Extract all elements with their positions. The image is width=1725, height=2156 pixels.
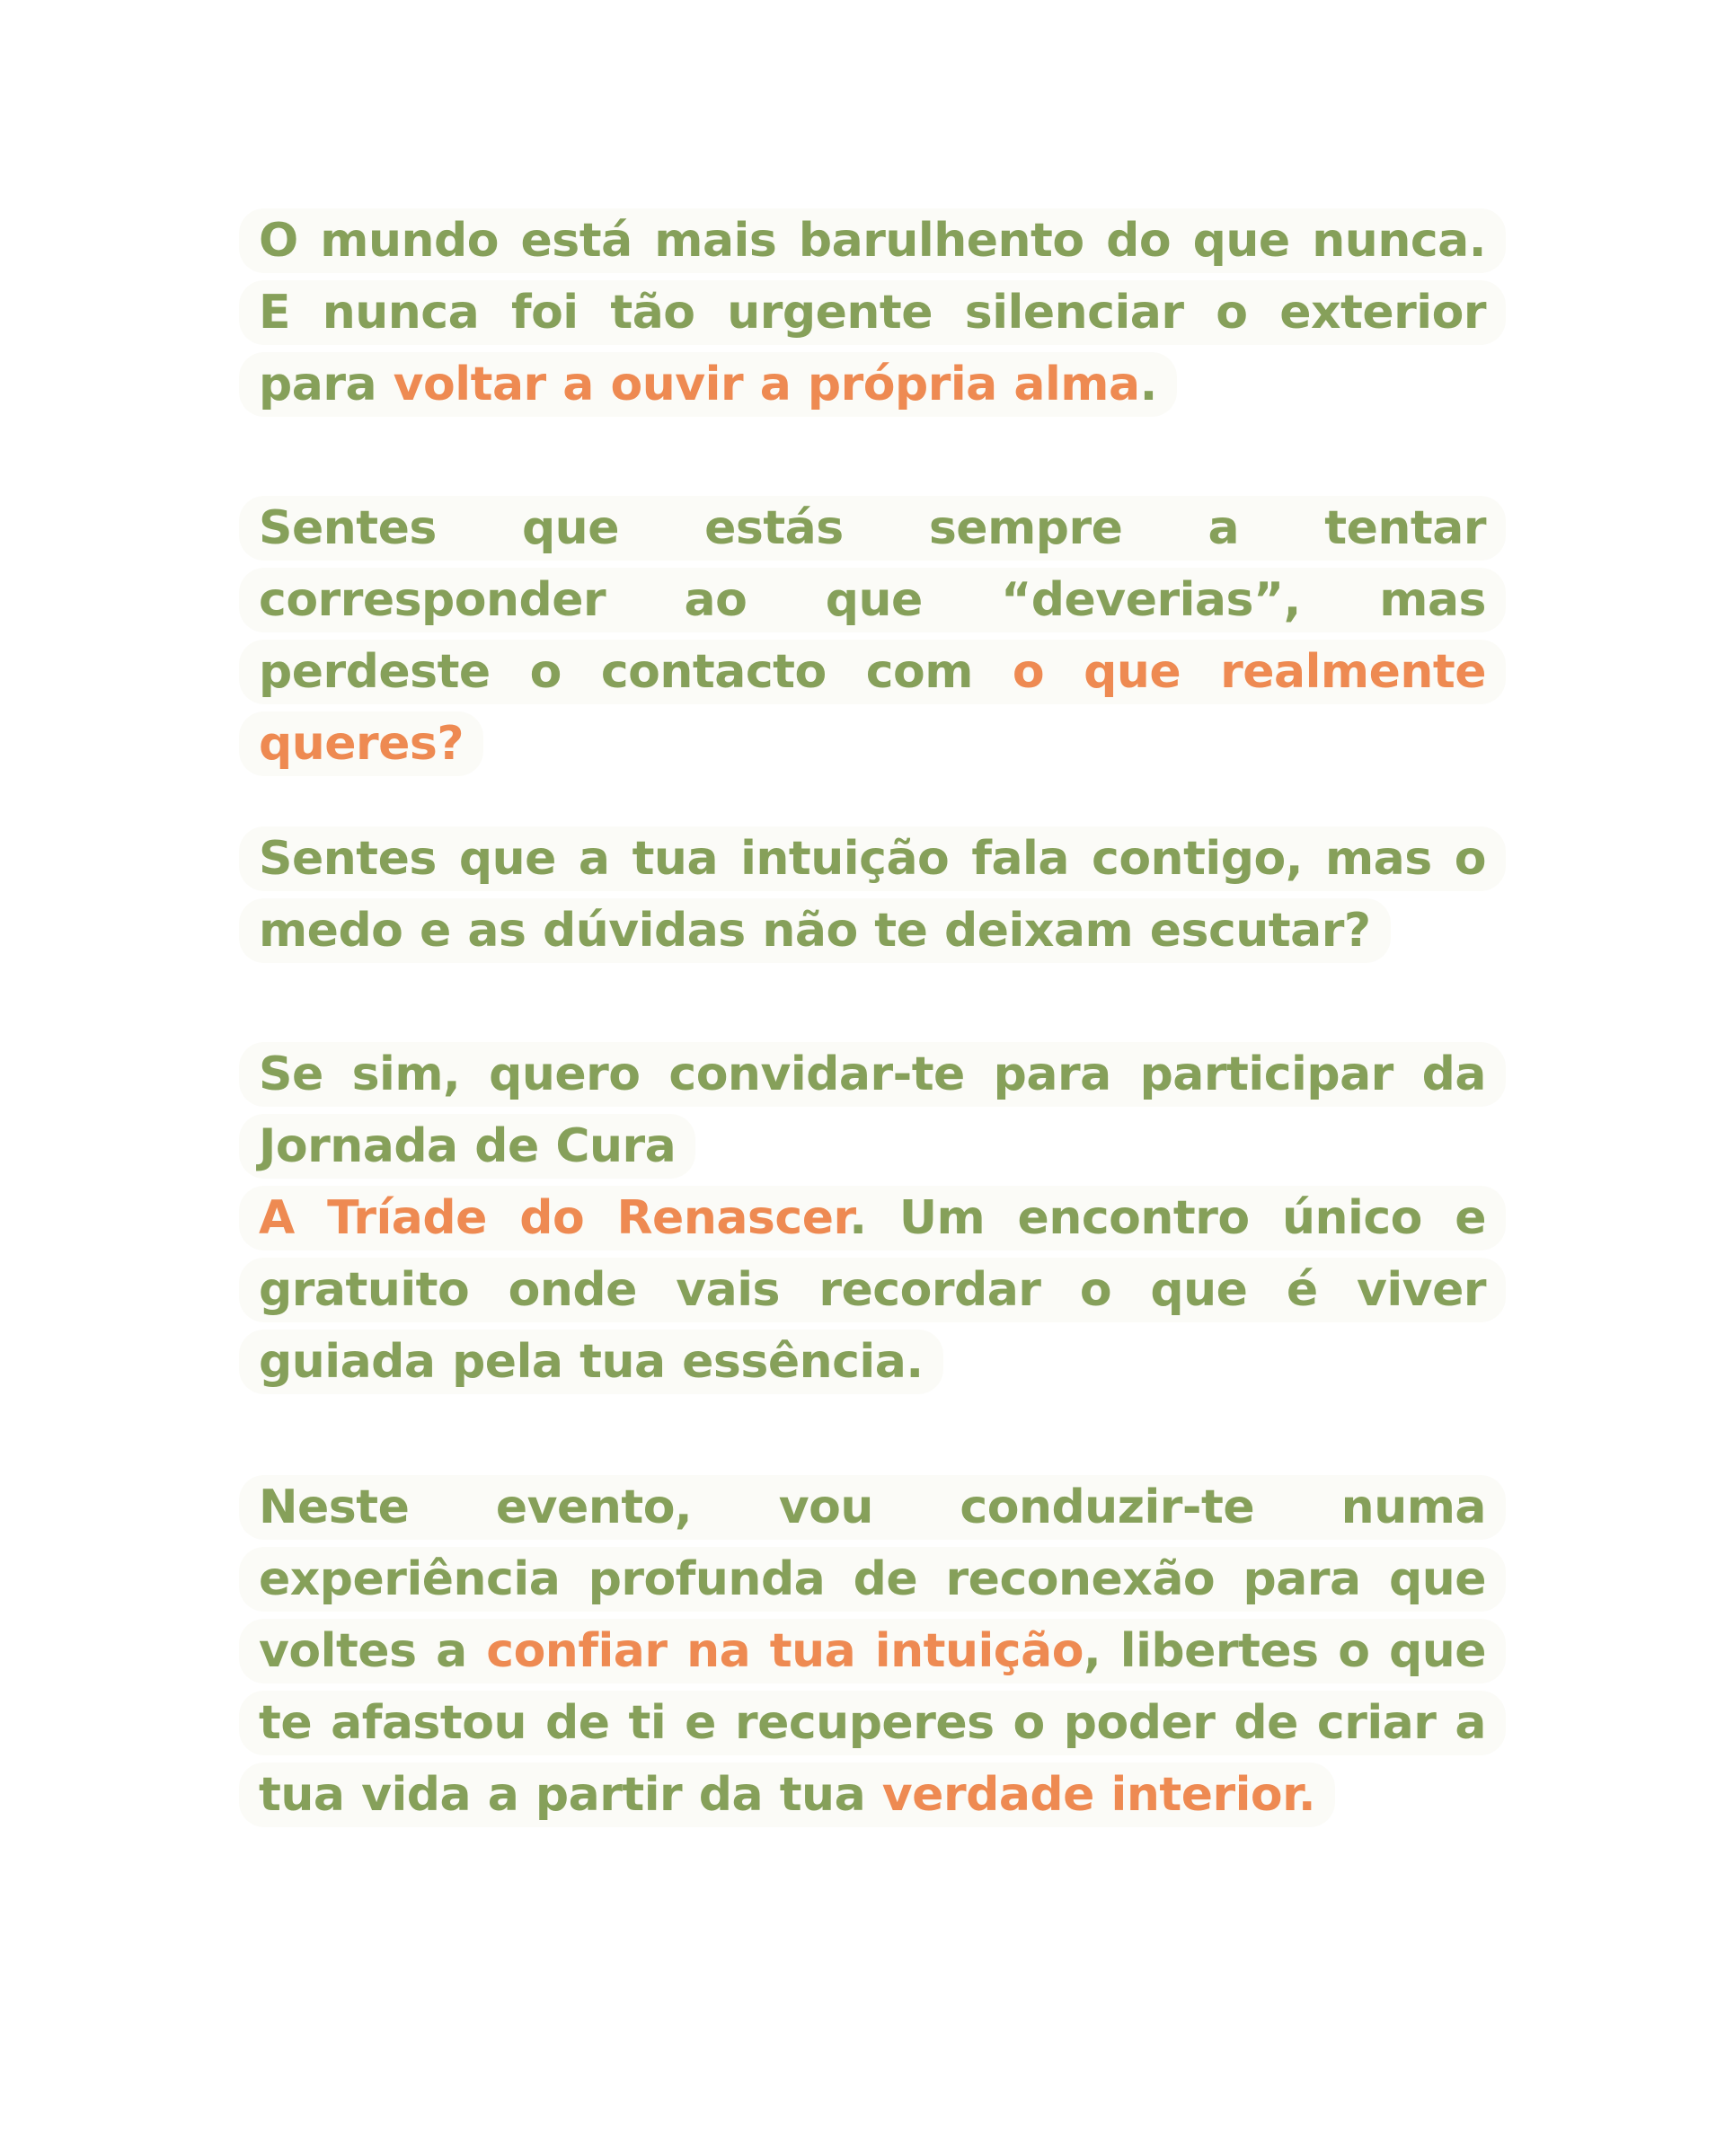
paragraph-question-intuition-text: Sentes que a tua intuição fala contigo, mas o medo e as dúvidas não te deixam escutar? <box>259 832 1486 958</box>
event-name: A Tríade do Renascer <box>259 1191 850 1245</box>
paragraph-question-correspond-highlight <box>239 496 1506 776</box>
paragraph-question-intuition <box>259 823 1486 967</box>
accent-phrase-what-you-want: o que realmente queres? <box>259 645 1486 771</box>
paragraph-intro-highlight <box>239 208 1506 417</box>
accent-phrase-own-soul: voltar a ouvir a própria alma <box>393 358 1140 411</box>
accent-phrase-trust-intuition: confiar na tua intuição <box>486 1624 1084 1678</box>
paragraph-event-description-text: Neste evento, vou conduzir-te numa experiência profunda de reconexão para que voltes a <box>259 1480 1486 1678</box>
paragraph-intro <box>259 205 1486 420</box>
paragraph-question-intuition-highlight <box>239 826 1506 963</box>
paragraph-question-correspond <box>259 492 1486 780</box>
paragraph-event-description-middle: , libertes o que te afastou de ti e recuperes o poder de criar a tua vida a partir da tua <box>259 1624 1486 1822</box>
paragraph-invitation-continuation: . Um encontro único e gratuito onde vais recordar o que é viver guiada pela tua essência. <box>259 1191 1487 1389</box>
paragraph-event-description-highlight <box>239 1475 1506 1827</box>
paragraph-question-correspond-text: Sentes que estás sempre a tentar corresponder ao que “deverias”, mas perdeste o contacto com <box>259 501 1486 699</box>
paragraph-intro-period: . <box>1139 358 1157 411</box>
paragraph-invitation <box>259 1038 1486 1398</box>
accent-phrase-inner-truth: verdade interior. <box>881 1768 1316 1822</box>
paragraph-invitation-highlight <box>239 1042 1506 1394</box>
paragraph-invitation-text: Se sim, quero convidar-te para participar da Jornada de Cura <box>259 1047 1486 1173</box>
paragraph-event-description <box>259 1471 1486 1831</box>
paragraph-intro-text: O mundo está mais barulhento do que nunca. E nunca foi tão urgente silenciar o exterior para <box>259 214 1486 411</box>
